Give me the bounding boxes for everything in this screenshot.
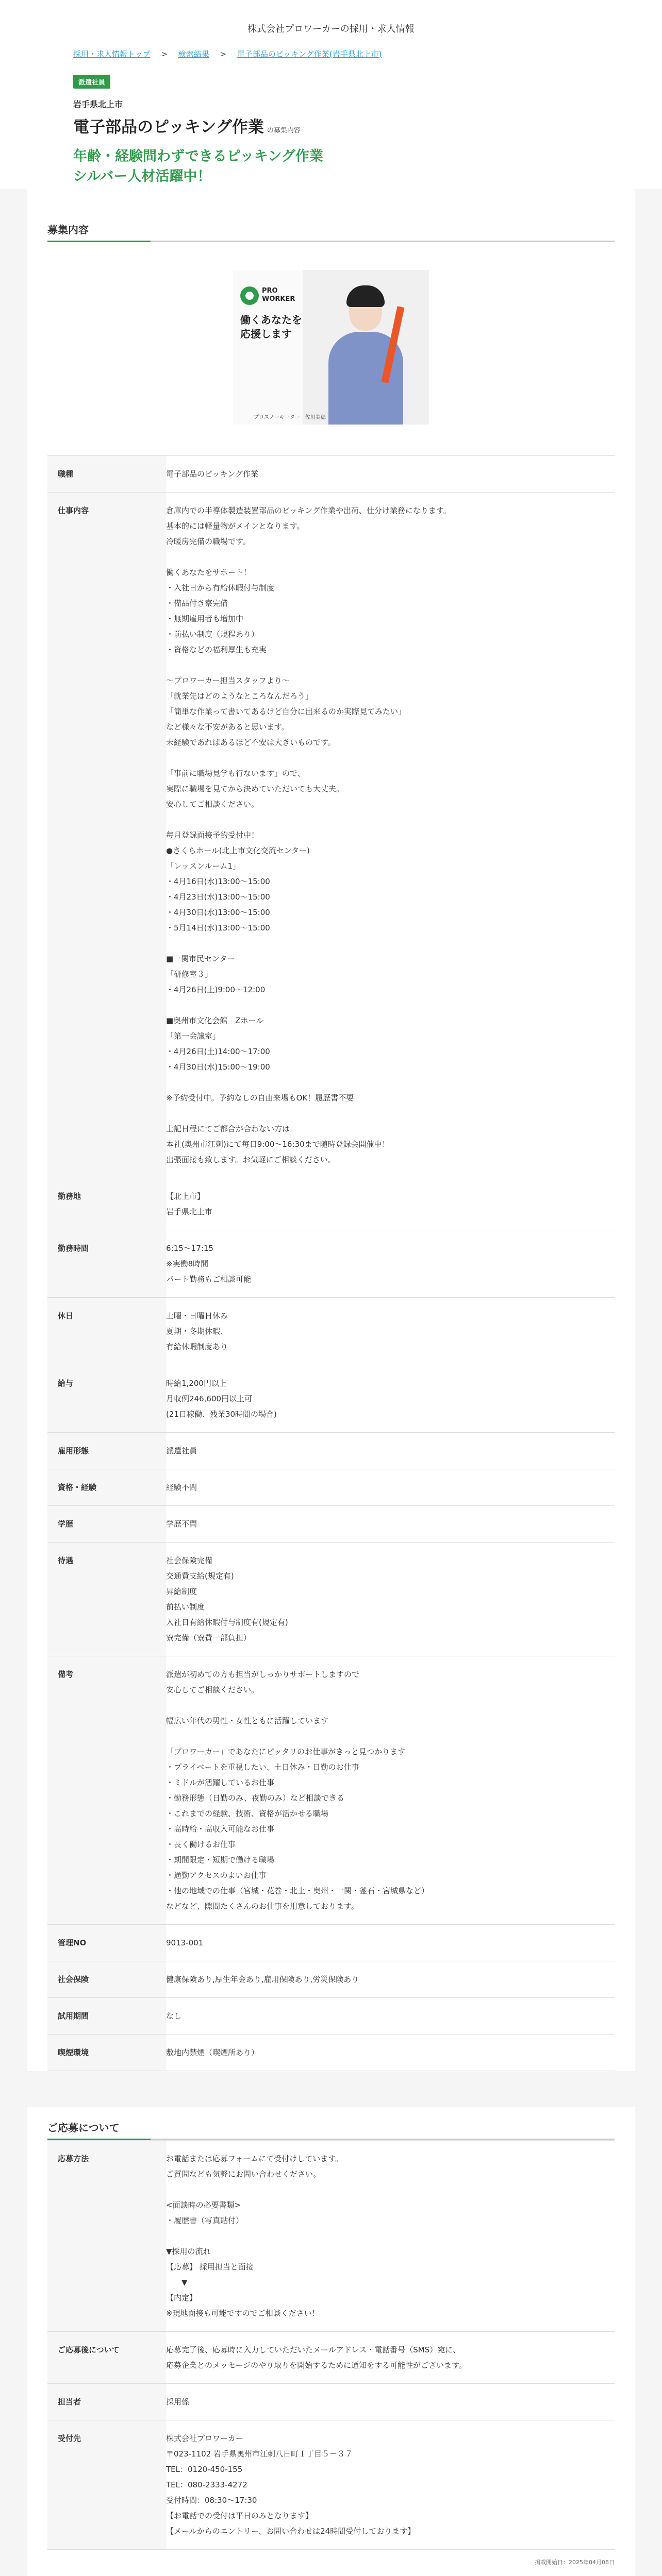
- site-title: 株式会社プロワーカーの採用・求人情報: [247, 24, 415, 35]
- catch-line-1: 年齢・経験問わずできるピッキング作業: [73, 148, 323, 164]
- detail-label: 勤務地: [47, 1178, 166, 1230]
- job-photo: [233, 270, 429, 425]
- job-detail-row: [47, 1298, 615, 1365]
- apply-detail-row: [47, 2141, 615, 2332]
- breadcrumb-separator: >: [220, 49, 227, 59]
- photo-catch: [240, 313, 302, 341]
- detail-value: 派遣が初めての方も担当がしっかりサポートしますので 安心してご相談ください。 幅広い年代の男性・女性ともに活躍しています 「プロワーカー」であなたにピッタリのお仕事がきっと見つかります ・プライベートを重視したい、土日休み・日勤のお仕事 ・ミドルが活躍しているお仕事 ・勤務形態（日勤のみ、夜勤のみ）など相談できる ・これまでの経験、技術、資格が活かせる職場 ・高時給・高収入可能なお仕事 ・長く働けるお仕事 ・期間限定・短期で働ける職場 ・通勤アクセスのよいお仕事 ・他の地域での仕事（宮城・花巻・北上・奥州・一関・釜石・宮城県など） などなど、隙間たくさんのお仕事を用意しております。: [166, 1670, 429, 1911]
- detail-label: 給与: [47, 1365, 166, 1433]
- detail-value: 経験不問: [166, 1483, 197, 1493]
- detail-label: 管理NO: [47, 1925, 166, 1961]
- job-detail-row: [47, 1543, 615, 1656]
- detail-value: 倉庫内での半導体製造装置部品のピッキング作業や出荷、仕分け業務になります。 基本的には軽量物がメインとなります。 冷暖房完備の職場です。 働くあなたをサポート！ ・入社日から有給休暇付与制度 ・備品付き寮完備 ・無期雇用者も増加中 ・前払い制度（規程あり） ・資格などの福利厚生も充実 ～プロワーカー担当スタッフより～ 「就業先はどのようなところなんだろう」 「簡単な作業って書いてあるけど自分に出来るのか実際見てみたい」 など様々な不安があると思います。 未経験であればあるほど不安は大きいものです。 「事前に職場見学も行ないます」ので、 実際に職場を見てから決めていただいても大丈夫。 安心してご相談ください。 毎月登録面接予約受付中！ ●さくらホール(北上市文化交流センター) 「レッスンルーム1」 ・4月16日(水)13:00～15:00 ・4月23日(水)13:00～15:00 ・4月30日(水)13:00～15:00 ・5月14日(水)13:00～15:00 ■一関市民センター 「研修室３」 ・4月26日(土)9:00～12:00 ■奥州市文化会館 Zホール 「第一会議室」 ・4月26日(土)14:00～17:00 ・4月30日(水)15:00～19:00 ※予約受付中。予約なしの自由来場もOK！履歴書不要 上記日程にてご都合が合わない方は 本社(奥州市江刺)にて毎日9:00～16:30まで随時登録会開催中！ 出張面接も致します。お気軽にご相談ください。: [166, 506, 451, 1165]
- person-cap: [346, 285, 385, 307]
- detail-label: 勤務時間: [47, 1230, 166, 1298]
- photo-logo-line-1: PRO: [262, 287, 278, 295]
- apply-detail-row: [47, 2332, 615, 2384]
- detail-label: 担当者: [47, 2384, 166, 2420]
- detail-label: 休日: [47, 1298, 166, 1365]
- detail-value: お電話または応募フォームにて受付けしています。 ご質問なども気軽にお問い合わせください。 <面談時の必要書類> ・履歴書（写真貼付） ▼採用の流れ 【応募】 採用担当と面接 ▼ 【内定】 ※現地面接も可能ですのでご相談ください！: [166, 2154, 343, 2318]
- page-header: [0, 0, 662, 189]
- job-detail-row: [47, 1925, 615, 1961]
- detail-value: 社会保険完備 交通費支給(規定有) 昇給制度 前払い制度 入社日有給休暇付与制度有(規定有) 寮完備（寮費一部負担）: [166, 1556, 288, 1643]
- job-detail-row: [47, 1230, 615, 1298]
- job-detail-row: [47, 1961, 615, 1998]
- detail-value: 応募完了後、応募時に入力していただいたメールアドレス・電話番号（SMS）宛に、 応募企業とのメッセージのやり取りを開始するために通知をする可能性がございます。: [166, 2345, 467, 2370]
- detail-label: 仕事内容: [47, 493, 166, 1178]
- breadcrumb-search-link[interactable]: 検索結果: [178, 49, 209, 59]
- job-location: 岩手県北上市: [73, 99, 123, 109]
- detail-label: 応募方法: [47, 2141, 166, 2332]
- apply-section-heading: ご応募について: [47, 2107, 615, 2140]
- section-gap: [0, 2071, 662, 2107]
- detail-value: 派遣社員: [166, 1446, 197, 1456]
- detail-value: 健康保険あり,厚生年金あり,雇用保険あり,労災保険あり: [166, 1975, 359, 1985]
- detail-value: 時給1,200円以上 月収例246,600円以上可 (21日稼働、残業30時間の場合): [166, 1379, 277, 1419]
- detail-label: 学歴: [47, 1506, 166, 1543]
- job-detail-row: [47, 1469, 615, 1506]
- apply-detail-row: [47, 2384, 615, 2420]
- detail-value: 敷地内禁煙（喫煙所あり）: [166, 2048, 259, 2058]
- detail-label: 職種: [47, 456, 166, 493]
- catch-line-2: シルバー人材活躍中！: [73, 168, 211, 185]
- job-title-text: 電子部品のピッキング作業: [73, 118, 264, 137]
- detail-label: 社会保険: [47, 1961, 166, 1998]
- apply-detail-row: [47, 2420, 615, 2550]
- detail-label: 受付先: [47, 2420, 166, 2550]
- photo-logo-text: [262, 287, 295, 303]
- breadcrumb-top-link[interactable]: 採用・求人情報トップ: [73, 49, 151, 59]
- job-detail-row: [47, 456, 615, 493]
- breadcrumb-current-link[interactable]: 電子部品のピッキング作業(岩手県北上市): [237, 49, 382, 59]
- person-illustration: [328, 285, 401, 425]
- detail-value: なし: [166, 2011, 182, 2021]
- detail-label: 雇用形態: [47, 1433, 166, 1469]
- recruit-section: [27, 189, 635, 2071]
- detail-value: 9013-001: [166, 1938, 204, 1948]
- job-detail-row: [47, 1433, 615, 1469]
- job-detail-row: [47, 1998, 615, 2035]
- job-detail-row: [47, 2035, 615, 2071]
- job-details-table: [47, 455, 615, 2071]
- job-detail-row: [47, 1656, 615, 1925]
- apply-section: [27, 2107, 635, 2576]
- detail-value: 土曜・日曜日休み 夏期・冬期休暇、 有給休暇制度あり: [166, 1311, 228, 1352]
- detail-label: 資格・経験: [47, 1469, 166, 1506]
- detail-value: 株式会社プロワーカー 〒023-1102 岩手県奥州市江刺八日町１丁目５－３７ TEL：0120-450-155 TEL：080-2333-4272 受付時間：08:30～17:30 【お電話での受付は平日のみとなります】 【メールからのエントリー、お問い合わせは24時間受付しております】: [166, 2434, 416, 2536]
- apply-details-table: [47, 2140, 615, 2550]
- detail-value: 採用係: [166, 2397, 190, 2407]
- job-detail-row: [47, 1178, 615, 1230]
- job-detail-row: [47, 493, 615, 1178]
- job-detail-row: [47, 1365, 615, 1433]
- recruit-section-heading: 募集内容: [47, 209, 615, 242]
- breadcrumb-separator: >: [161, 49, 168, 59]
- photo-catch-line-1: 働くあなたを: [240, 314, 302, 327]
- detail-value: 学歴不問: [166, 1519, 197, 1529]
- detail-label: 喫煙環境: [47, 2035, 166, 2071]
- detail-label: 試用期間: [47, 1998, 166, 2035]
- detail-label: 待遇: [47, 1543, 166, 1656]
- detail-value: 【北上市】 岩手県北上市: [166, 1192, 213, 1217]
- photo-catch-line-2: 応援します: [240, 328, 292, 341]
- job-detail-row: [47, 1506, 615, 1543]
- detail-value: 6:15～17:15 ※実働8時間 パート勤務もご相談可能: [166, 1244, 252, 1284]
- photo-caption: プロスノーキーター 佐川美穂: [254, 415, 326, 421]
- breadcrumb: [73, 48, 589, 66]
- job-catchphrase: [73, 146, 589, 189]
- job-title: [73, 114, 589, 137]
- detail-label: ご応募後について: [47, 2332, 166, 2384]
- detail-label: 備考: [47, 1656, 166, 1925]
- detail-value: 電子部品のピッキング作業: [166, 469, 258, 479]
- employment-type-badge: 派遣社員: [73, 75, 110, 89]
- posted-date: 掲載開始日：2025年04月08日: [535, 2559, 615, 2566]
- job-title-sub: の募集内容: [267, 127, 301, 134]
- photo-logo-line-2: WORKER: [262, 295, 295, 303]
